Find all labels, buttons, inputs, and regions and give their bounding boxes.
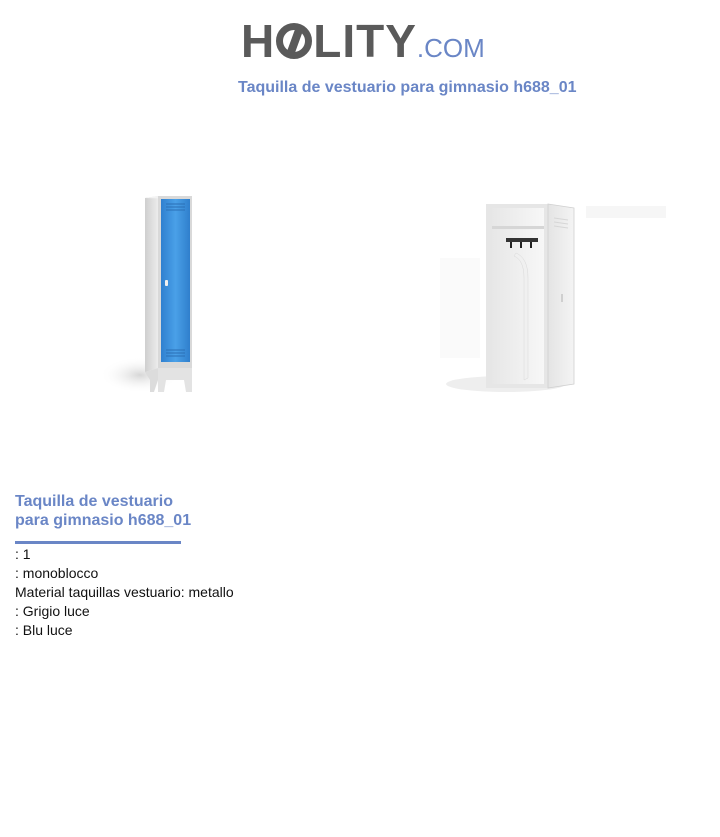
- heading-divider: [15, 541, 181, 544]
- spec-line: : Grigio luce: [15, 603, 90, 619]
- product-heading-line1: Taquilla de vestuario: [15, 493, 173, 510]
- logo-o-icon: [276, 23, 312, 59]
- page-title: Taquilla de vestuario para gimnasio h688_01: [238, 79, 577, 96]
- product-heading-line2: para gimnasio h688_01: [15, 512, 192, 529]
- product-heading: [15, 492, 215, 530]
- open-locker-image: [436, 198, 676, 394]
- product-specs: [15, 545, 234, 640]
- logo-suffix: .COM: [416, 33, 485, 63]
- closed-locker-image: [100, 190, 200, 400]
- spec-line: : monoblocco: [15, 565, 99, 581]
- logo-wordmark: H LITY.COM: [241, 15, 485, 67]
- spec-line: : Blu luce: [15, 622, 73, 638]
- spec-line: : 1: [15, 546, 31, 562]
- holity-logo[interactable]: [241, 10, 485, 70]
- spec-line: Material taquillas vestuario: metallo: [15, 584, 234, 600]
